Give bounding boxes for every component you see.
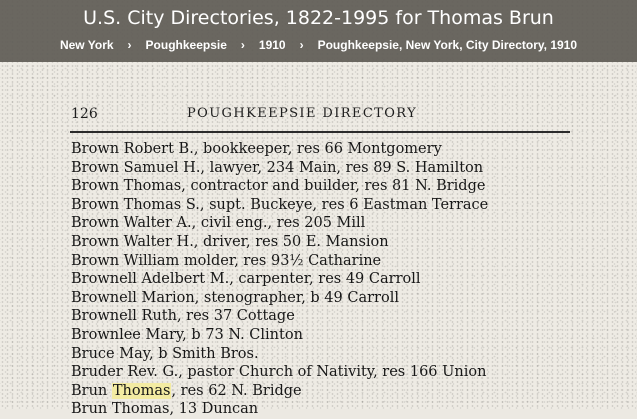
directory-entry: Brownell Adelbert M., carpenter, res 49 Carroll [71,271,421,288]
directory-entry: Bruce May, b Smith Bros. [71,345,259,362]
entry-surname: Brun [71,382,112,399]
breadcrumb-state[interactable]: New York [59,38,114,52]
directory-entry: Brown Walter H., driver, res 50 E. Mansion [71,233,389,250]
running-head: POUGHKEEPSIE DIRECTORY [187,106,418,121]
directory-entry: Brown Robert B., bookkeeper, res 66 Montgomery [71,141,442,157]
record-title: U.S. City Directories, 1822-1995 for Thomas Brun [83,7,554,29]
breadcrumb-year[interactable]: 1910 [258,38,286,52]
directory-entry: Brown Samuel H., lawyer, 234 Main, res 89 S. Hamilton [71,159,484,176]
directory-entry: Brown Thomas S., supt. Buckeye, res 6 Eastman Terrace [71,196,489,213]
directory-entry: Brownell Ruth, res 37 Cottage [71,308,295,325]
directory-entries [71,140,488,419]
header-rule [70,131,570,133]
entry-rest: , res 62 N. Bridge [171,382,302,399]
directory-entry: Brown William molder, res 93½ Catharine [71,252,382,269]
chevron-right-icon: › [299,38,304,52]
partial-entry: Brun Thomas, 13 Duncan [71,401,259,418]
chevron-right-icon: › [240,38,245,52]
directory-entry: Brownell Marion, stenographer, b 49 Carroll [71,289,399,306]
breadcrumb-city[interactable]: Poughkeepsie [145,38,227,52]
breadcrumb-directory[interactable]: Poughkeepsie, New York, City Directory, 1910 [317,38,578,52]
record-highlight[interactable]: Thomas [112,382,171,399]
directory-entry: Bruder Rev. G., pastor Church of Nativity, res 166 Union [71,364,487,381]
directory-entry: Brownlee Mary, b 73 N. Clinton [71,326,303,343]
highlighted-entry[interactable] [71,382,488,401]
page-number: 126 [71,106,98,122]
directory-entry: Brown Walter A., civil eng., res 205 Mill [71,215,366,232]
chevron-right-icon: › [127,38,132,52]
breadcrumb [0,37,637,53]
record-header [0,0,637,62]
directory-entry: Brown Thomas, contractor and builder, res 81 N. Bridge [71,178,486,195]
